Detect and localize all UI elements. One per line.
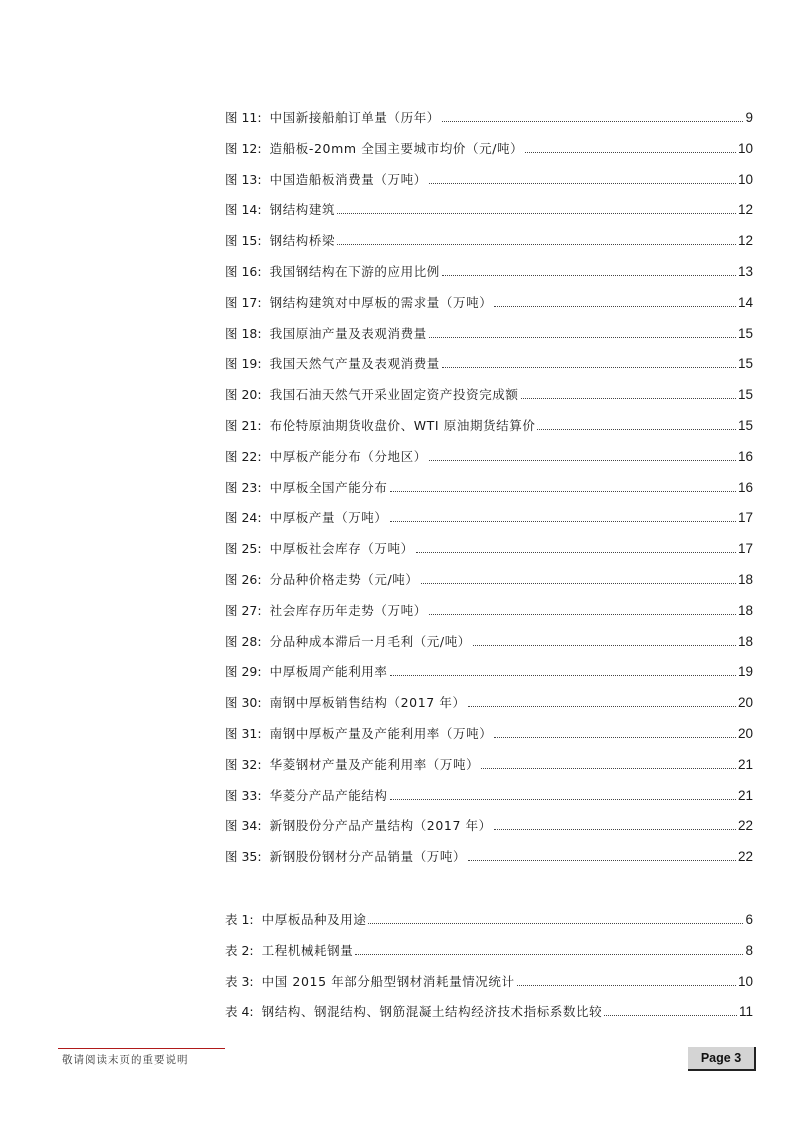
table-toc-entry[interactable] bbox=[225, 936, 753, 958]
figure-toc-entry[interactable] bbox=[225, 165, 753, 187]
dot-leader bbox=[337, 212, 736, 214]
dot-leader bbox=[421, 582, 736, 584]
figure-toc-entry[interactable] bbox=[225, 134, 753, 156]
toc-entry-title[interactable]: 中厚板社会库存（万吨） bbox=[269, 541, 414, 557]
toc-entry-label: 图 13: bbox=[225, 171, 262, 187]
toc-entry-label: 图 16: bbox=[225, 264, 262, 279]
figure-toc-entry[interactable] bbox=[225, 380, 753, 402]
figure-toc-entry[interactable] bbox=[225, 688, 753, 710]
dot-leader bbox=[525, 151, 736, 153]
page-number-badge: Page 3 bbox=[688, 1047, 756, 1071]
toc-entry-page-number[interactable]: 13 bbox=[737, 264, 753, 279]
toc-entry-title[interactable]: 分品种价格走势（元/吨） bbox=[269, 572, 419, 587]
toc-entry-page-number[interactable]: 17 bbox=[737, 541, 753, 557]
toc-entry-label: 图 14: bbox=[225, 202, 262, 218]
toc-entry-page-number[interactable]: 16 bbox=[737, 479, 753, 495]
toc-entry-title[interactable]: 华菱钢材产量及产能利用率（万吨） bbox=[269, 756, 480, 772]
figure-toc-entry[interactable] bbox=[225, 781, 753, 803]
toc-entry-label: 图 17: bbox=[225, 294, 262, 310]
toc-entry-label: 图 15: bbox=[225, 233, 262, 249]
figure-toc-entry[interactable] bbox=[225, 103, 753, 125]
toc-entry-page-number[interactable]: 21 bbox=[737, 756, 753, 772]
toc-entry-label: 图 34: bbox=[225, 818, 262, 834]
toc-entry-label: 图 28: bbox=[225, 633, 262, 649]
toc-entry-label: 图 12: bbox=[225, 140, 262, 156]
dot-leader bbox=[517, 984, 736, 986]
toc-entry-page-number[interactable]: 17 bbox=[737, 510, 753, 526]
toc-entry-page-number[interactable]: 15 bbox=[737, 418, 753, 433]
toc-entry-title[interactable]: 布伦特原油期货收盘价、WTI 原油期货结算价 bbox=[269, 418, 536, 433]
toc-entry-title[interactable]: 分品种成本滞后一月毛利（元/吨） bbox=[269, 633, 471, 649]
toc-entry-title[interactable]: 南钢中厚板产量及产能利用率（万吨） bbox=[269, 726, 493, 741]
toc-entry-page-number[interactable]: 15 bbox=[737, 387, 753, 403]
dot-leader bbox=[468, 705, 736, 707]
figure-toc-entry[interactable] bbox=[225, 349, 753, 371]
toc-entry-page-number[interactable]: 18 bbox=[737, 572, 753, 587]
toc-entry-title[interactable]: 南钢中厚板销售结构（2017 年） bbox=[269, 695, 466, 711]
toc-entry-title[interactable]: 我国天然气产量及表观消费量 bbox=[269, 356, 440, 372]
toc-entry-label: 图 32: bbox=[225, 756, 262, 772]
toc-entry-title[interactable]: 我国原油产量及表观消费量 bbox=[269, 325, 427, 341]
toc-entry-title[interactable]: 我国钢结构在下游的应用比例 bbox=[269, 264, 440, 279]
figure-toc-entry[interactable] bbox=[225, 503, 753, 525]
figure-toc-entry[interactable] bbox=[225, 195, 753, 217]
dot-leader bbox=[442, 120, 744, 122]
toc-entry-title[interactable]: 钢结构建筑 bbox=[269, 202, 336, 218]
dot-leader bbox=[390, 798, 736, 800]
toc-entry-label: 图 25: bbox=[225, 541, 262, 557]
figure-toc-entry[interactable] bbox=[225, 811, 753, 833]
dot-leader bbox=[494, 828, 736, 830]
figure-toc-entry[interactable] bbox=[225, 411, 753, 433]
toc-entry-page-number[interactable]: 15 bbox=[737, 325, 753, 341]
toc-entry-label: 图 26: bbox=[225, 572, 262, 587]
toc-entry-label: 图 20: bbox=[225, 387, 262, 403]
toc-entry-title[interactable]: 中国新接船舶订单量（历年） bbox=[269, 110, 440, 125]
figure-toc-entry[interactable] bbox=[225, 288, 753, 310]
dot-leader bbox=[494, 305, 736, 307]
toc-entry-title[interactable]: 中厚板产能分布（分地区） bbox=[269, 448, 427, 464]
dot-leader bbox=[429, 336, 736, 338]
toc-entry-page-number[interactable]: 22 bbox=[737, 849, 753, 865]
toc-entry-title[interactable]: 中国 2015 年部分船型钢材消耗量情况统计 bbox=[261, 973, 515, 989]
toc-entry-label: 图 27: bbox=[225, 602, 262, 618]
toc-entry-page-number[interactable]: 20 bbox=[737, 695, 753, 711]
toc-entry-title[interactable]: 钢结构建筑对中厚板的需求量（万吨） bbox=[269, 294, 493, 310]
toc-entry-label: 图 18: bbox=[225, 325, 262, 341]
dot-leader bbox=[481, 767, 736, 769]
toc-entry-page-number[interactable]: 8 bbox=[745, 942, 753, 958]
dot-leader bbox=[521, 397, 736, 399]
toc-entry-title[interactable]: 工程机械耗钢量 bbox=[261, 942, 354, 958]
dot-leader bbox=[429, 613, 736, 615]
figure-toc-entry[interactable] bbox=[225, 226, 753, 248]
dot-leader bbox=[355, 953, 743, 955]
figure-toc-entry[interactable] bbox=[225, 657, 753, 679]
toc-entry-page-number[interactable]: 9 bbox=[745, 110, 753, 125]
toc-entry-page-number[interactable]: 18 bbox=[737, 602, 753, 618]
table-toc-entry[interactable] bbox=[225, 967, 753, 989]
toc-entry-label: 图 23: bbox=[225, 479, 262, 495]
dot-leader bbox=[416, 551, 736, 553]
dot-leader bbox=[429, 182, 736, 184]
dot-leader bbox=[390, 520, 736, 522]
toc-entry-page-number[interactable]: 16 bbox=[737, 448, 753, 464]
toc-entry-title[interactable]: 中厚板产量（万吨） bbox=[269, 510, 388, 526]
toc-entry-label: 图 29: bbox=[225, 664, 262, 680]
figure-toc-entry[interactable] bbox=[225, 442, 753, 464]
toc-entry-title[interactable]: 社会库存历年走势（万吨） bbox=[269, 602, 427, 618]
table-toc-entry[interactable] bbox=[225, 905, 753, 927]
figure-toc-entry[interactable] bbox=[225, 719, 753, 741]
toc-entry-label: 图 19: bbox=[225, 356, 262, 372]
toc-entry-page-number[interactable]: 6 bbox=[745, 912, 753, 927]
toc-entry-page-number[interactable]: 21 bbox=[737, 787, 753, 803]
toc-entry-page-number[interactable]: 12 bbox=[737, 233, 753, 249]
figure-toc-entry[interactable] bbox=[225, 842, 753, 864]
toc-entry-label: 图 11: bbox=[225, 110, 262, 125]
toc-entry-title[interactable]: 新钢股份钢材分产品销量（万吨） bbox=[269, 849, 467, 865]
toc-entry-title[interactable]: 钢结构、钢混结构、钢筋混凝土结构经济技术指标系数比较 bbox=[261, 1004, 603, 1020]
figure-toc-entry[interactable] bbox=[225, 319, 753, 341]
dot-leader bbox=[494, 736, 736, 738]
toc-entry-label: 图 21: bbox=[225, 418, 262, 433]
toc-entry-page-number[interactable]: 15 bbox=[737, 356, 753, 372]
dot-leader bbox=[337, 243, 736, 245]
toc-entry-title[interactable]: 中厚板周产能利用率 bbox=[269, 664, 388, 680]
figure-toc-entry[interactable] bbox=[225, 596, 753, 618]
toc-entry-title[interactable]: 钢结构桥梁 bbox=[269, 233, 336, 249]
dot-leader bbox=[368, 922, 743, 924]
toc-entry-page-number[interactable]: 11 bbox=[738, 1004, 753, 1020]
figure-toc-entry[interactable] bbox=[225, 473, 753, 495]
figure-toc-entry[interactable] bbox=[225, 257, 753, 279]
toc-entry-label: 表 4: bbox=[225, 1004, 254, 1020]
toc-entry-title[interactable]: 华菱分产品产能结构 bbox=[269, 787, 388, 803]
dot-leader bbox=[537, 428, 736, 430]
toc-entry-page-number[interactable]: 22 bbox=[737, 818, 753, 834]
toc-entry-page-number[interactable]: 20 bbox=[737, 726, 753, 741]
dot-leader bbox=[390, 674, 736, 676]
toc-entry-title[interactable]: 造船板-20mm 全国主要城市均价（元/吨） bbox=[269, 140, 524, 156]
toc-entry-title[interactable]: 中国造船板消费量（万吨） bbox=[269, 171, 427, 187]
table-toc-entry[interactable] bbox=[225, 997, 753, 1019]
footer-divider bbox=[58, 1048, 225, 1049]
toc-entry-title[interactable]: 中厚板全国产能分布 bbox=[269, 479, 388, 495]
dot-leader bbox=[442, 366, 736, 368]
dot-leader bbox=[429, 459, 736, 461]
toc-entry-page-number[interactable]: 12 bbox=[737, 202, 753, 218]
toc-entry-page-number[interactable]: 18 bbox=[737, 633, 753, 649]
toc-entry-page-number[interactable]: 10 bbox=[737, 973, 753, 989]
toc-entry-label: 图 22: bbox=[225, 448, 262, 464]
toc-entry-label: 图 31: bbox=[225, 726, 262, 741]
toc-entry-title[interactable]: 中厚板品种及用途 bbox=[261, 912, 367, 927]
toc-entry-page-number[interactable]: 19 bbox=[737, 664, 753, 680]
toc-entry-label: 表 2: bbox=[225, 942, 254, 958]
toc-entry-label: 图 24: bbox=[225, 510, 262, 526]
figure-toc-entry[interactable] bbox=[225, 750, 753, 772]
dot-leader bbox=[442, 274, 736, 276]
toc-entry-page-number[interactable]: 14 bbox=[737, 294, 753, 310]
toc-entry-label: 图 33: bbox=[225, 787, 262, 803]
dot-leader bbox=[473, 644, 736, 646]
toc-entry-label: 图 30: bbox=[225, 695, 262, 711]
toc-entry-label: 表 1: bbox=[225, 912, 254, 927]
dot-leader bbox=[468, 859, 736, 861]
toc-entry-page-number[interactable]: 10 bbox=[737, 171, 753, 187]
figure-toc-entry[interactable] bbox=[225, 627, 753, 649]
footer-disclaimer-note: 敬请阅读末页的重要说明 bbox=[62, 1054, 189, 1066]
toc-entry-label: 表 3: bbox=[225, 973, 254, 989]
figure-toc-entry[interactable] bbox=[225, 565, 753, 587]
toc-entry-title[interactable]: 新钢股份分产品产量结构（2017 年） bbox=[269, 818, 492, 834]
dot-leader bbox=[604, 1014, 737, 1016]
figure-toc-entry[interactable] bbox=[225, 534, 753, 556]
toc-entry-page-number[interactable]: 10 bbox=[737, 140, 753, 156]
dot-leader bbox=[390, 490, 736, 492]
toc-entry-label: 图 35: bbox=[225, 849, 262, 865]
toc-entry-title[interactable]: 我国石油天然气开采业固定资产投资完成额 bbox=[269, 387, 519, 403]
